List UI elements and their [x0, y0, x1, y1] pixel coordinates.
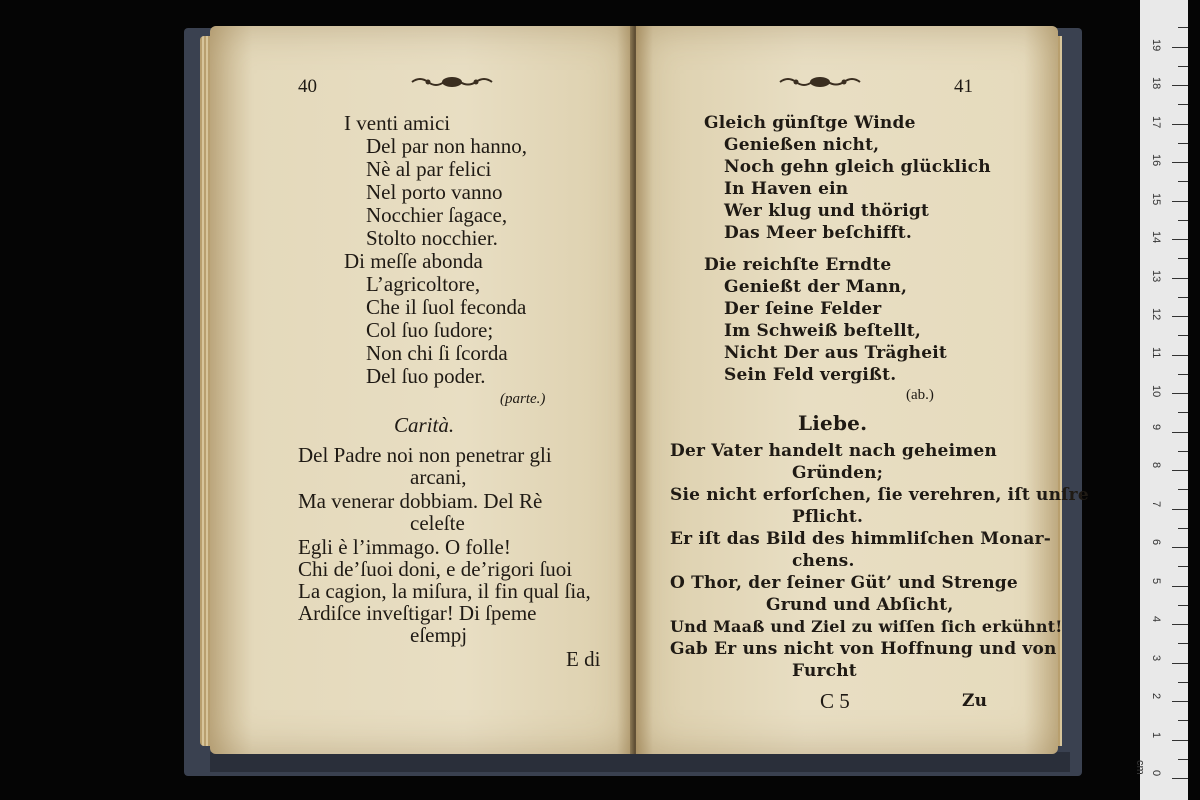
verse-line: Genießen nicht,	[724, 135, 880, 155]
catchword: Zu	[962, 691, 988, 711]
ruler-half-tick	[1178, 258, 1188, 259]
speaker-name: Carità.	[394, 413, 455, 437]
verse-line: Sein Feld vergißt.	[724, 365, 897, 385]
ruler-half-tick	[1178, 335, 1188, 336]
recit-line: chens.	[792, 551, 855, 571]
ruler-label: 6	[1150, 539, 1162, 546]
ruler-label: 19	[1150, 38, 1162, 51]
ruler-label: 1	[1150, 731, 1162, 738]
ruler-major-tick	[1172, 624, 1188, 625]
ruler-half-tick	[1178, 605, 1188, 606]
verse-line: Nicht Der aus Trägheit	[724, 343, 947, 363]
verse-line: In Haven ein	[724, 179, 849, 199]
recit-line: Furcht	[792, 661, 857, 681]
verse-line: Col ſuo ſudore;	[366, 318, 494, 342]
verse-line: Del par non hanno,	[366, 134, 527, 158]
ruler-major-tick	[1172, 470, 1188, 471]
ruler-major-tick	[1172, 85, 1188, 86]
verse-line: Nocchier ſagace,	[366, 203, 508, 227]
verse-line: Non chi ſi ſcorda	[366, 341, 508, 365]
recit-line: Gab Er uns nicht von Hoffnung und von	[670, 639, 1057, 659]
ruler-label: 13	[1150, 269, 1162, 282]
ruler-label: 18	[1150, 77, 1162, 90]
ruler-label: 9	[1150, 423, 1162, 430]
verse-line: L’agricoltore,	[366, 272, 481, 296]
ruler-half-tick	[1178, 566, 1188, 567]
ruler-major-tick	[1172, 393, 1188, 394]
ruler-major-tick	[1172, 124, 1188, 125]
ruler-major-tick	[1172, 278, 1188, 279]
ruler-major-tick	[1172, 547, 1188, 548]
recit-line: Pflicht.	[792, 507, 864, 527]
recit-line: Gründen;	[792, 463, 884, 483]
headpiece-ornament-icon	[776, 74, 864, 90]
recit-line: eſempj	[410, 623, 468, 647]
ruler-major-tick	[1172, 509, 1188, 510]
ruler-major-tick	[1172, 47, 1188, 48]
recit-line: Ardiſce inveſtigar! Di ſpeme	[298, 601, 537, 625]
page-number: 40	[298, 76, 317, 97]
ruler-half-tick	[1178, 720, 1188, 721]
recit-line: celeſte	[410, 511, 465, 535]
ruler-label: 3	[1150, 654, 1162, 661]
ruler-half-tick	[1178, 220, 1188, 221]
recit-line: arcani,	[410, 465, 467, 489]
verse-line: Del ſuo poder.	[366, 364, 486, 388]
verse-line: Nel porto vanno	[366, 180, 503, 204]
verse-line: Nè al par felici	[366, 157, 492, 181]
ruler-half-tick	[1178, 451, 1188, 452]
stage-direction: (ab.)	[906, 387, 934, 403]
ruler-label: 5	[1150, 577, 1162, 584]
ruler-major-tick	[1172, 586, 1188, 587]
recit-line: Er iſt das Bild des himmliſchen Monar-	[670, 529, 1052, 549]
recit-line: Del Padre noi non penetrar gli	[298, 443, 552, 467]
ruler-label: 15	[1150, 192, 1162, 205]
recit-line: Grund und Abſicht,	[766, 595, 954, 615]
ruler-label: 8	[1150, 462, 1162, 469]
ruler-major-tick	[1172, 663, 1188, 664]
ruler-major-tick	[1172, 778, 1188, 779]
verse-line: Stolto nocchier.	[366, 226, 498, 250]
ruler-major-tick	[1172, 740, 1188, 741]
ruler-major-tick	[1172, 162, 1188, 163]
ruler-label: 4	[1150, 616, 1162, 623]
recit-line: O Thor, der ſeiner Güt’ und Strenge	[670, 573, 1018, 593]
ruler-half-tick	[1178, 412, 1188, 413]
ruler-label: 10	[1150, 385, 1162, 398]
ruler-half-tick	[1178, 682, 1188, 683]
ruler-major-tick	[1172, 316, 1188, 317]
verse-line: I venti amici	[344, 111, 451, 135]
recit-line: Der Vater handelt nach geheimen	[670, 441, 997, 461]
ruler-label: 17	[1150, 115, 1162, 128]
ruler-half-tick	[1178, 489, 1188, 490]
ruler-major-tick	[1172, 355, 1188, 356]
verse-line: Das Meer beſchifft.	[724, 223, 912, 243]
ruler-half-tick	[1178, 759, 1188, 760]
verse-line: Genießt der Mann,	[724, 277, 908, 297]
ruler-half-tick	[1178, 104, 1188, 105]
ruler-half-tick	[1178, 528, 1188, 529]
verse-line: Der ſeine Felder	[724, 299, 882, 319]
recit-line: Chi de’ſuoi doni, e de’rigori ſuoi	[298, 557, 573, 581]
recit-line: La cagion, la miſura, il fin qual ſia,	[298, 579, 591, 603]
left-page	[210, 26, 634, 754]
speaker-name: Liebe.	[798, 411, 868, 435]
recit-line: Egli è l’immago. O folle!	[298, 535, 511, 559]
ruler-major-tick	[1172, 201, 1188, 202]
measurement-ruler	[1134, 0, 1188, 800]
ruler-half-tick	[1178, 143, 1188, 144]
ruler-half-tick	[1178, 27, 1188, 28]
ruler-major-tick	[1172, 239, 1188, 240]
ruler-label: 14	[1150, 231, 1162, 244]
ruler-half-tick	[1178, 374, 1188, 375]
ruler-unit: cm	[1134, 760, 1146, 775]
ruler-major-tick	[1172, 432, 1188, 433]
recit-line: Und Maaß und Ziel zu wiſſen ſich erkühnt!	[670, 617, 1063, 636]
verse-line: Die reichſte Erndte	[704, 255, 892, 275]
right-page	[636, 26, 1089, 754]
catchword: E di	[566, 647, 601, 671]
headpiece-ornament-icon	[408, 74, 496, 90]
ruler-label: 16	[1150, 154, 1162, 167]
ruler-label: 12	[1150, 308, 1162, 321]
recit-line: Ma venerar dobbiam. Del Rè	[298, 489, 543, 513]
stage-direction: (parte.)	[500, 391, 546, 407]
verse-line: Im Schweiß beſtellt,	[724, 321, 921, 341]
ruler-label: 7	[1150, 500, 1162, 507]
verse-line: Noch gehn gleich glücklich	[724, 157, 991, 177]
verse-line: Che il ſuol feconda	[366, 295, 527, 319]
verse-line: Di meſſe abonda	[344, 249, 483, 273]
signature-mark: C 5	[820, 689, 850, 713]
ruler-label: 2	[1150, 693, 1162, 700]
ruler-label: 0	[1150, 770, 1162, 777]
verse-line: Wer klug und thörigt	[724, 201, 930, 221]
page-number: 41	[954, 76, 973, 97]
ruler-half-tick	[1178, 66, 1188, 67]
ruler-label: 11	[1150, 346, 1162, 358]
book-cover-bottom	[210, 752, 1070, 772]
recit-line: Sie nicht erforſchen, ſie verehren, iſt unſre	[670, 485, 1089, 505]
ruler-half-tick	[1178, 297, 1188, 298]
ruler-major-tick	[1172, 701, 1188, 702]
verse-line: Gleich günſtge Winde	[704, 113, 916, 133]
ruler-half-tick	[1178, 181, 1188, 182]
ruler-half-tick	[1178, 643, 1188, 644]
